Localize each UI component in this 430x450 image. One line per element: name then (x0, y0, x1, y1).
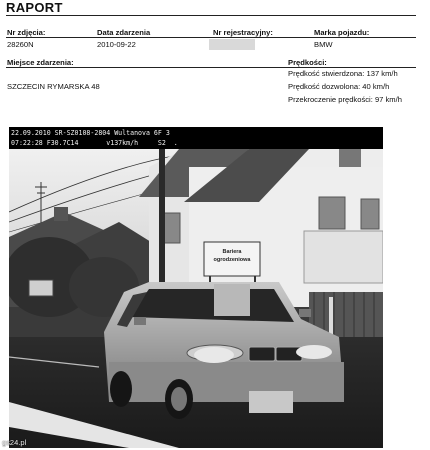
title-divider (6, 15, 416, 16)
hud-line-1: 22.09.2010 SR-SZ0108-2804 Wultanova 6F 3 (11, 129, 170, 137)
event-date-label: Data zdarzenia (97, 28, 151, 37)
registration-label: Nr rejestracyjny: (213, 28, 273, 37)
report-title: RAPORT (6, 0, 63, 15)
vehicle-make-label: Marka pojazdu: (314, 28, 370, 37)
utility-pole (159, 149, 165, 299)
sign-text-line1: Bariera (222, 249, 242, 255)
registration-blurred-value (209, 39, 255, 50)
speeds-label: Prędkości: (288, 58, 327, 67)
speed-allowed: Prędkość dozwolona: 40 km/h (288, 82, 390, 91)
vehicle-make-value: BMW (314, 40, 333, 49)
blurred-plate (249, 391, 293, 413)
speed-measured: Prędkość stwierdzona: 137 km/h (288, 69, 398, 78)
speed-excess: Przekroczenie prędkości: 97 km/h (288, 95, 402, 104)
sign-text-line2: ogrodzeniowa (213, 257, 251, 263)
photo-scene (9, 127, 383, 448)
event-date-value: 2010-09-22 (97, 40, 136, 49)
camera-data-overlay (9, 127, 383, 149)
photo-number-label: Nr zdjęcia: (7, 28, 46, 37)
watermark: gs24.pl (2, 438, 27, 447)
location-value: SZCZECIN RYMARSKA 48 (7, 82, 100, 91)
blurred-driver (214, 284, 250, 316)
hud-line-2: 07:22:28 F30.7C14 v137km/h S2 . (11, 139, 178, 147)
row2-divider (6, 67, 416, 68)
row1-divider (6, 37, 416, 38)
photo-number-value: 28260N (7, 40, 34, 49)
traffic-camera-photo (9, 127, 383, 448)
location-label: Miejsce zdarzenia: (7, 58, 74, 67)
